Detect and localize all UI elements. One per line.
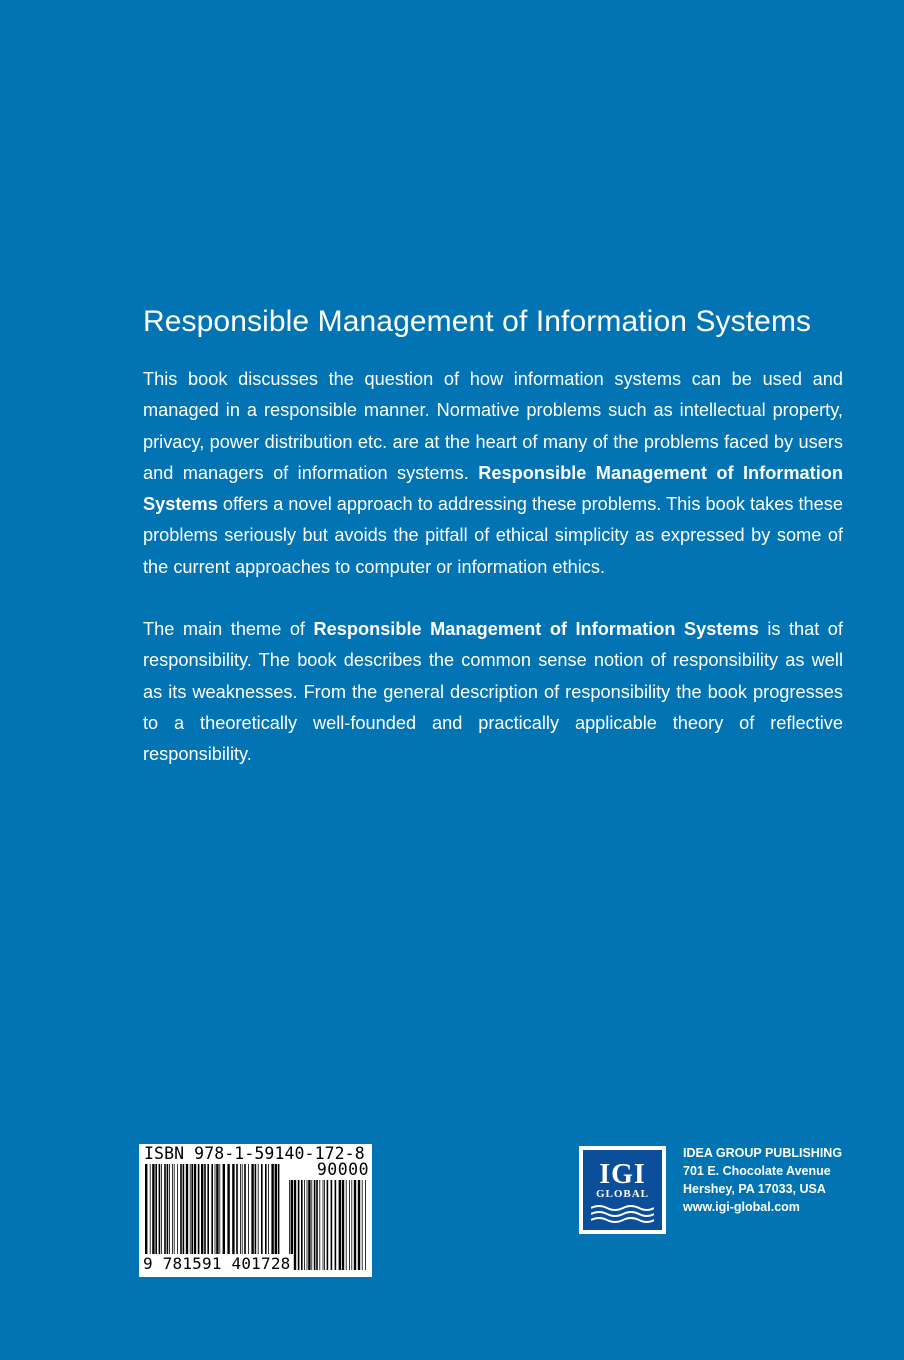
description-1-text-a: This book discusses the question of how information systems can be used and managed in a responsible manner. Normative problems such as intellectual property, privacy, power distribution etc. are at the heart of many of the problems faced by users and managers of information systems.	[143, 369, 843, 483]
publisher-website[interactable]: www.igi-global.com	[683, 1200, 800, 1214]
isbn-label: ISBN 978-1-59140-172-8	[144, 1144, 365, 1163]
barcode-bar	[324, 1180, 325, 1270]
barcode-bar	[311, 1180, 312, 1270]
barcode-addon-bars-icon	[289, 1180, 367, 1270]
barcode-bar	[349, 1180, 350, 1270]
barcode-bar	[314, 1180, 316, 1270]
igi-global-logo	[579, 1146, 666, 1234]
barcode-bar	[351, 1180, 352, 1270]
barcode-bar	[335, 1180, 337, 1270]
description-1-bold-title: Responsible Management of Information Systems	[143, 462, 844, 515]
barcode-bar	[316, 1180, 318, 1270]
barcode-bar	[304, 1180, 305, 1270]
logo-background	[583, 1150, 662, 1230]
publisher-city: Hershey, PA 17033, USA	[683, 1182, 826, 1196]
barcode-bar	[342, 1180, 344, 1270]
barcode-bar	[323, 1180, 324, 1270]
barcode-bar	[354, 1180, 356, 1270]
barcode-bar	[327, 1180, 329, 1270]
barcode-bar	[331, 1180, 333, 1270]
logo-name: IGI	[599, 1159, 646, 1190]
ean-digits: 9 781591 401728	[143, 1254, 291, 1273]
logo-subtitle: GLOBAL	[595, 1188, 650, 1200]
barcode-bar	[298, 1180, 300, 1270]
description-2-text-b: is that of responsibility. The book describes the common sense notion of responsibility as well as its weaknesses. From the general description of responsibility the book progresses to a theoretically well-founded and practically applicable theory of reflective responsibility.	[143, 619, 843, 765]
barcode-bar	[365, 1180, 366, 1270]
barcode-bar	[301, 1180, 303, 1270]
barcode-bar	[307, 1180, 308, 1270]
description-2-bold-title: Responsible Management of Information Systems	[313, 619, 759, 639]
publisher-name: IDEA GROUP PUBLISHING	[683, 1146, 843, 1160]
publisher-street: 701 E. Chocolate Avenue	[683, 1164, 831, 1178]
price-code: 90000	[316, 1160, 369, 1179]
barcode-bar	[358, 1180, 360, 1270]
barcode-bar	[319, 1180, 320, 1270]
publisher-info	[683, 1144, 883, 1216]
isbn-barcode	[139, 1144, 372, 1277]
book-title: Responsible Management of Information Systems	[143, 305, 812, 338]
description-1-text-b: offers a novel approach to addressing these problems. This book takes these problems seriously but avoids the pitfall of ethical simplicity as expressed by some of the current approaches to computer or information ethics.	[143, 494, 843, 577]
barcode-bar	[346, 1180, 347, 1270]
barcode-bar	[294, 1180, 296, 1270]
barcode-bar	[308, 1180, 310, 1270]
description-paragraph-2	[143, 614, 843, 770]
barcode-bar	[339, 1180, 341, 1270]
barcode-bar	[362, 1180, 363, 1270]
description-paragraph-1	[143, 364, 843, 583]
description-2-text-a: The main theme of	[143, 619, 314, 639]
waves-icon	[591, 1204, 654, 1224]
